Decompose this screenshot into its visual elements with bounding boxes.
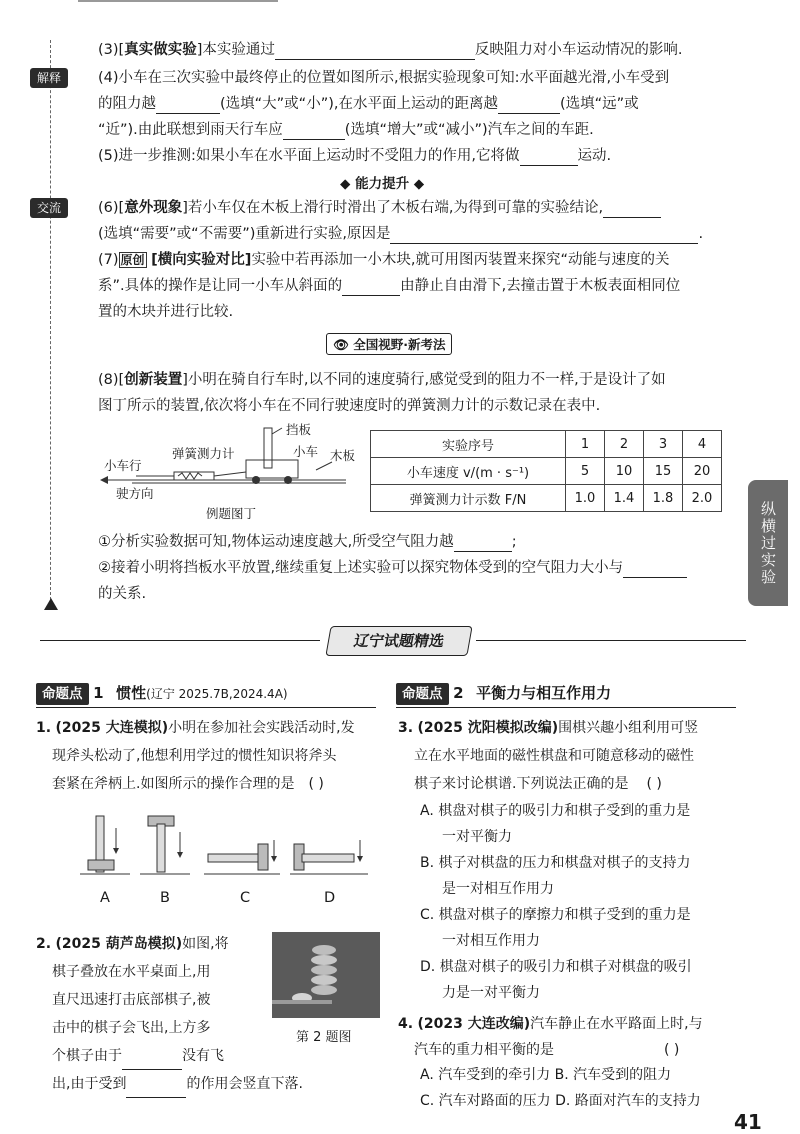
q4-line1: 4. (2023 大连改编)汽车静止在水平路面上时,与	[398, 1016, 703, 1032]
q3-line2: 立在水平地面的磁性棋盘和可随意移动的磁性	[414, 748, 694, 764]
q2-line1: 2. (2025 葫芦岛模拟)如图,将	[36, 936, 229, 952]
q2-line5: 个棋子由于 没有飞	[52, 1042, 224, 1070]
fig-label-spring: 弹簧测力计	[172, 446, 235, 461]
q2-line3: 直尺迅速打击底部棋子,被	[52, 992, 211, 1008]
q1-figure	[80, 810, 370, 888]
guide-arrow-icon	[44, 598, 58, 610]
q7-line2: 系”.具体的操作是让同一小车从斜面的 由静止自由滑下,去撞击置于木板表面相同位	[98, 278, 681, 294]
q2-line4: 击中的棋子会飞出,上方多	[52, 1020, 211, 1036]
table-row: 小车速度 v/(m · s⁻¹) 5 10 15 20	[371, 458, 722, 485]
q3-line1: 3. (2025 沈阳模拟改编)围棋兴趣小组利用可竖	[398, 720, 699, 736]
q4-line2: 的阻力越 (选填“大”或“小”),在水平面上运动的距离越 (选填“远”或	[98, 96, 639, 112]
baffle	[264, 428, 272, 468]
q2-line6: 出,由于受到 的作用会竖直下落.	[52, 1070, 303, 1098]
q3-option-b[interactable]: B. 棋子对棋盘的压力和棋盘对棋子的支持力 是一对相互作用力	[420, 855, 691, 897]
q7-line1: (7) 原创 [横向实验对比]实验中若再添加一小木块,就可用图丙装置来探究“动能与速度的关	[98, 252, 670, 268]
top-rule	[78, 0, 278, 2]
q1-line1: 1. (2025 大连模拟)小明在参加社会实践活动时,发	[36, 720, 355, 736]
side-tab: 纵横过实验	[748, 480, 788, 606]
sub1-line: ①分析实验数据可知,物体运动速度越大,所受空气阻力越 ;	[98, 534, 517, 550]
left-guide-line	[50, 40, 51, 600]
q1-line3: 套紧在斧柄上.如图所示的操作合理的是 ( )	[52, 776, 324, 792]
q8-line1: (8)[创新装置]小明在骑自行车时,以不同的速度骑行,感觉受到的阻力不一样,于是设计了如	[98, 372, 666, 388]
fig-label-car: 小车	[293, 444, 319, 459]
q1-label-a: A	[100, 890, 110, 906]
explain-tag: 解释	[30, 68, 68, 88]
exchange-tag: 交流	[30, 198, 68, 218]
fig-label-dir1: 小车行	[104, 458, 142, 473]
section-rule-right	[476, 640, 746, 641]
sub2-line-end: 的关系.	[98, 586, 147, 602]
experiment-table	[370, 430, 722, 512]
q4-options-ab[interactable]: A. 汽车受到的牵引力 B. 汽车受到的阻力	[420, 1067, 672, 1083]
sub2-line: ②接着小明将挡板水平放置,继续重复上述实验可以探究物体受到的空气阻力大小与	[98, 558, 687, 578]
section-title: 辽宁试题精选	[325, 626, 472, 656]
q3-option-d[interactable]: D. 棋盘对棋子的吸引力和棋子对棋盘的吸引 力是一对平衡力	[420, 959, 692, 1001]
q8-line2: 图丁所示的装置,依次将小车在不同行驶速度时的弹簧测力计的示数记录在表中.	[98, 398, 601, 414]
fig-label-dir2: 驶方向	[116, 486, 154, 501]
page-number: 41	[734, 1110, 762, 1134]
eye-icon: 👁	[333, 337, 354, 352]
q1-label-d: D	[324, 890, 336, 906]
q6-line1: (6)[意外现象]若小车仅在木板上滑行时滑出了木板右端,为得到可靠的实验结论,	[98, 198, 661, 218]
q3-line: (3)[真实做实验]本实验通过 反映阻力对小车运动情况的影响.	[98, 42, 683, 58]
q4-line1: (4)小车在三次实验中最终停止的位置如图所示,根据实验现象可知:水平面越光滑,小车受到	[98, 70, 670, 86]
q6-line2: (选填“需要”或“不需要”)重新进行实验,原因是 .	[98, 226, 704, 242]
section-rule-left	[40, 640, 320, 641]
q5-line: (5)进一步推测:如果小车在水平面上运动时不受阻力的作用,它将做 运动.	[98, 148, 612, 164]
q4-line3: “近”).由此联想到雨天行车应 (选填“增大”或“减小”)汽车之间的车距.	[98, 122, 594, 138]
q1-label-c: C	[240, 890, 251, 906]
ability-heading: ◆ 能力提升 ◆	[340, 176, 425, 192]
q2-line2: 棋子叠放在水平桌面上,用	[52, 964, 211, 980]
q2-caption: 第 2 题图	[296, 1030, 352, 1045]
q3-option-a[interactable]: A. 棋盘对棋子的吸引力和棋子受到的重力是 一对平衡力	[420, 803, 691, 845]
table-row: 实验序号 1 2 3 4	[371, 431, 722, 458]
figure-caption: 例题图丁	[206, 506, 257, 521]
q3-line3: 棋子来讨论棋谱.下列说法正确的是 ( )	[414, 776, 662, 792]
q3-option-c[interactable]: C. 棋盘对棋子的摩擦力和棋子受到的重力是 一对相互作用力	[420, 907, 691, 949]
left-header: 命题点 1 惯性(辽宁 2025.7B,2024.4A)	[36, 682, 376, 708]
q7-line3: 置的木块并进行比较.	[98, 304, 234, 320]
q1-line2: 现斧头松动了,他想利用学过的惯性知识将斧头	[52, 748, 337, 764]
national-view-badge: 👁 全国视野·新考法	[326, 333, 452, 355]
q4-line2: 汽车的重力相平衡的是 ( )	[414, 1042, 680, 1058]
q4-options-cd[interactable]: C. 汽车对路面的压力 D. 路面对汽车的支持力	[420, 1093, 701, 1109]
q1-label-b: B	[160, 890, 170, 906]
table-row: 弹簧测力计示数 F/N 1.0 1.4 1.8 2.0	[371, 485, 722, 512]
fig-label-baffle: 挡板	[286, 422, 312, 437]
fig-label-board: 木板	[330, 448, 356, 463]
baffle-pointer	[272, 428, 282, 434]
q2-photo	[272, 932, 380, 1018]
right-header: 命题点 2 平衡力与相互作用力	[396, 682, 736, 708]
